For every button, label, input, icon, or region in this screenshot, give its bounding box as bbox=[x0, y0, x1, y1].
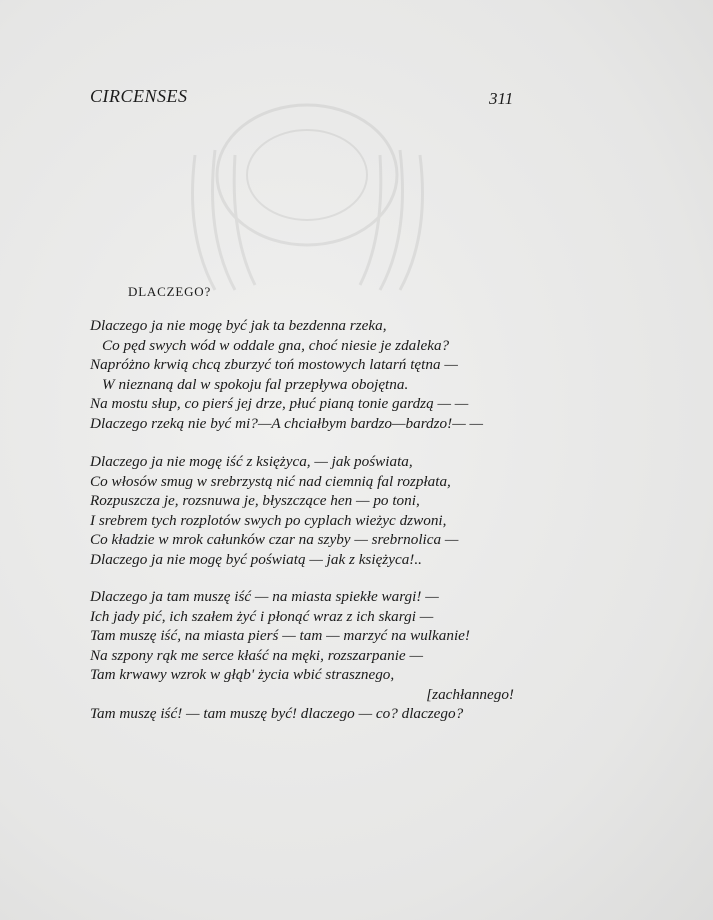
running-title: CIRCENSES bbox=[90, 86, 188, 106]
poem-line: Tam muszę iść, na miasta pierś — tam — marzyć na wulkanie! bbox=[90, 627, 470, 644]
poem-title: DLACZEGO? bbox=[128, 284, 212, 299]
poem-line: W nieznaną dal w spokoju fal przepływa obojętna. bbox=[102, 375, 409, 393]
poem-line: Tam krwawy wzrok w głąb' życia wbić strasznego, bbox=[90, 666, 395, 683]
stanza-2 bbox=[90, 452, 520, 569]
poem-line: Co kładzie w mrok całunków czar na szyby — srebrnolica — bbox=[90, 531, 459, 548]
poem-line: Dlaczego ja nie mogę być jak ta bezdenna rzeka, bbox=[90, 317, 387, 334]
faded-ornament-illustration bbox=[175, 95, 440, 295]
poem-line: Dlaczego ja nie mogę iść z księżyca, — jak poświata, bbox=[90, 453, 413, 470]
poem-line: Dlaczego ja nie mogę być poświatą — jak z księżyca!.. bbox=[90, 550, 422, 568]
stanza-3 bbox=[90, 587, 520, 724]
poem-line: Co włosów smug w srebrzystą nić nad ciemnią fal rozpłata, bbox=[90, 472, 451, 490]
poem-line: Na mostu słup, co pierś jej drze, płuć pianą tonie gardzą — — bbox=[90, 395, 469, 412]
poem-line: Rozpuszcza je, rozsnuwa je, błyszczące hen — po toni, bbox=[90, 492, 420, 509]
poem-line: Na szpony rąk me serce kłaść na męki, rozszarpanie — bbox=[90, 646, 423, 664]
poem-line-continuation: [zachłannego! bbox=[426, 685, 514, 703]
poem-line: Dlaczego ja tam muszę iść — na miasta spiekłe wargi! — bbox=[90, 588, 439, 605]
stanza-1 bbox=[90, 316, 520, 433]
poem-line: Co pęd swych wód w oddale gna, choć niesie je zdaleka? bbox=[102, 336, 450, 354]
poem-line: I srebrem tych rozplotów swych po cyplach wieżyc dzwoni, bbox=[90, 511, 447, 529]
page-number: 311 bbox=[489, 89, 514, 108]
poem-line: Ich jady pić, ich szałem żyć i płonąć wraz z ich skargi — bbox=[90, 607, 434, 625]
poem-line: Tam muszę iść! — tam muszę być! dlaczego — co? dlaczego? bbox=[90, 705, 464, 722]
poem-line: Napróżno krwią chcą zburzyć toń mostowych latarń tętna — bbox=[90, 356, 458, 373]
poem-line: Dlaczego rzeką nie być mi?—A chciałbym bardzo—bardzo!— — bbox=[90, 414, 483, 432]
